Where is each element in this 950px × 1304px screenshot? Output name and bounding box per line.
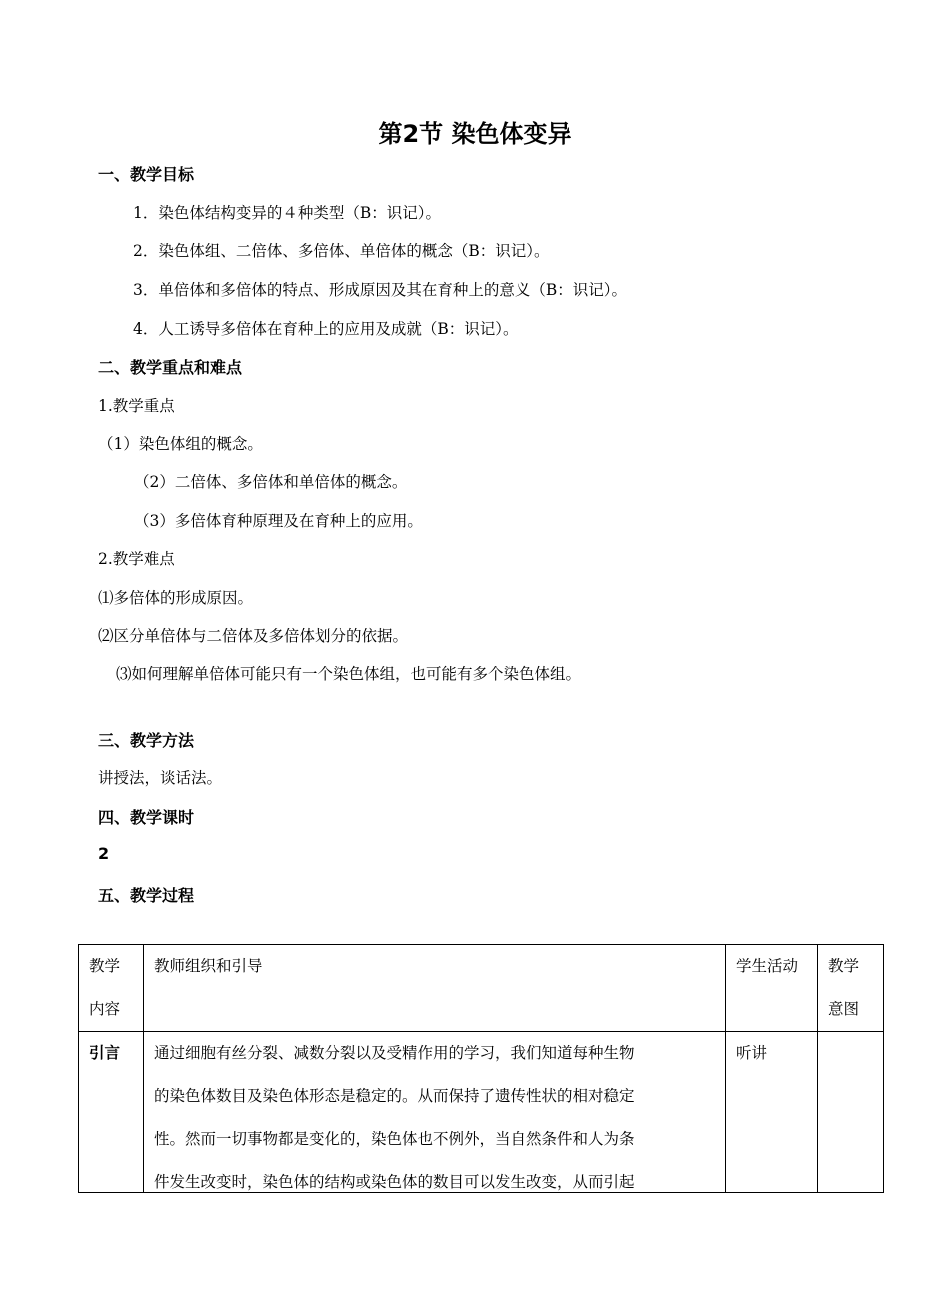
row-student-text: 听讲 xyxy=(736,1044,768,1062)
header-student-label: 学生活动 xyxy=(736,957,799,975)
key-points-title: 1.教学重点 xyxy=(98,397,175,415)
teacher-line-2: 的染色体数目及染色体形态是稳定的。从而保持了遗传性状的相对稳定 xyxy=(154,1087,635,1105)
difficulties-title: 2.教学难点 xyxy=(98,550,175,568)
row-content-label: 引言 xyxy=(89,1044,121,1062)
process-table xyxy=(78,944,884,1193)
row-student xyxy=(726,1032,818,1193)
table-row xyxy=(79,1032,884,1193)
section-heading-periods: 四、教学课时 xyxy=(98,808,195,827)
header-teacher xyxy=(144,945,726,1032)
objective-item-3: 3．单倍体和多倍体的特点、形成原因及其在育种上的意义（B：识记）。 xyxy=(133,281,628,299)
row-teacher xyxy=(144,1032,726,1193)
difficulty-item-1: ⑴多倍体的形成原因。 xyxy=(98,589,254,607)
objective-item-4: 4．人工诱导多倍体在育种上的应用及成就（B：识记）。 xyxy=(133,320,519,338)
difficulty-item-2: ⑵区分单倍体与二倍体及多倍体划分的依据。 xyxy=(98,627,409,645)
teacher-line-3: 性。然而一切事物都是变化的，染色体也不例外，当自然条件和人为条 xyxy=(154,1130,635,1148)
header-intent xyxy=(818,945,884,1032)
row-intent xyxy=(818,1032,884,1193)
page-title: 第2节 染色体变异 xyxy=(378,120,572,148)
section-heading-methods: 三、教学方法 xyxy=(98,731,195,750)
section-heading-objectives: 一、教学目标 xyxy=(98,165,195,184)
key-point-item-1: （1）染色体组的概念。 xyxy=(98,435,263,453)
objective-item-2: 2．染色体组、二倍体、多倍体、单倍体的概念（B：识记）。 xyxy=(133,242,550,260)
header-teacher-label: 教师组织和引导 xyxy=(154,957,263,975)
table-header-row xyxy=(79,945,884,1032)
key-point-item-3: （3）多倍体育种原理及在育种上的应用。 xyxy=(134,512,423,530)
header-intent-line-1: 教学 xyxy=(828,957,860,975)
teacher-line-1: 通过细胞有丝分裂、减数分裂以及受精作用的学习，我们知道每种生物 xyxy=(154,1044,635,1062)
header-content-line-2: 内容 xyxy=(89,1000,121,1018)
row-content xyxy=(79,1032,144,1193)
row-intent-text xyxy=(828,1032,873,1192)
header-intent-line-2: 意图 xyxy=(828,1000,860,1018)
periods-value: 2 xyxy=(98,844,110,863)
section-heading-process: 五、教学过程 xyxy=(98,886,195,905)
header-content-line-1: 教学 xyxy=(89,957,121,975)
methods-text: 讲授法，谈话法。 xyxy=(98,769,223,787)
key-point-item-2: （2）二倍体、多倍体和单倍体的概念。 xyxy=(134,473,408,491)
teacher-line-4: 件发生改变时，染色体的结构或染色体的数目可以发生改变，从而引起 xyxy=(154,1173,635,1191)
difficulty-item-3: ⑶如何理解单倍体可能只有一个染色体组，也可能有多个染色体组。 xyxy=(116,665,582,683)
header-student xyxy=(726,945,818,1032)
header-content xyxy=(79,945,144,1032)
section-heading-key-points: 二、教学重点和难点 xyxy=(98,358,243,377)
objective-item-1: 1．染色体结构变异的４种类型（B：识记）。 xyxy=(133,204,442,222)
